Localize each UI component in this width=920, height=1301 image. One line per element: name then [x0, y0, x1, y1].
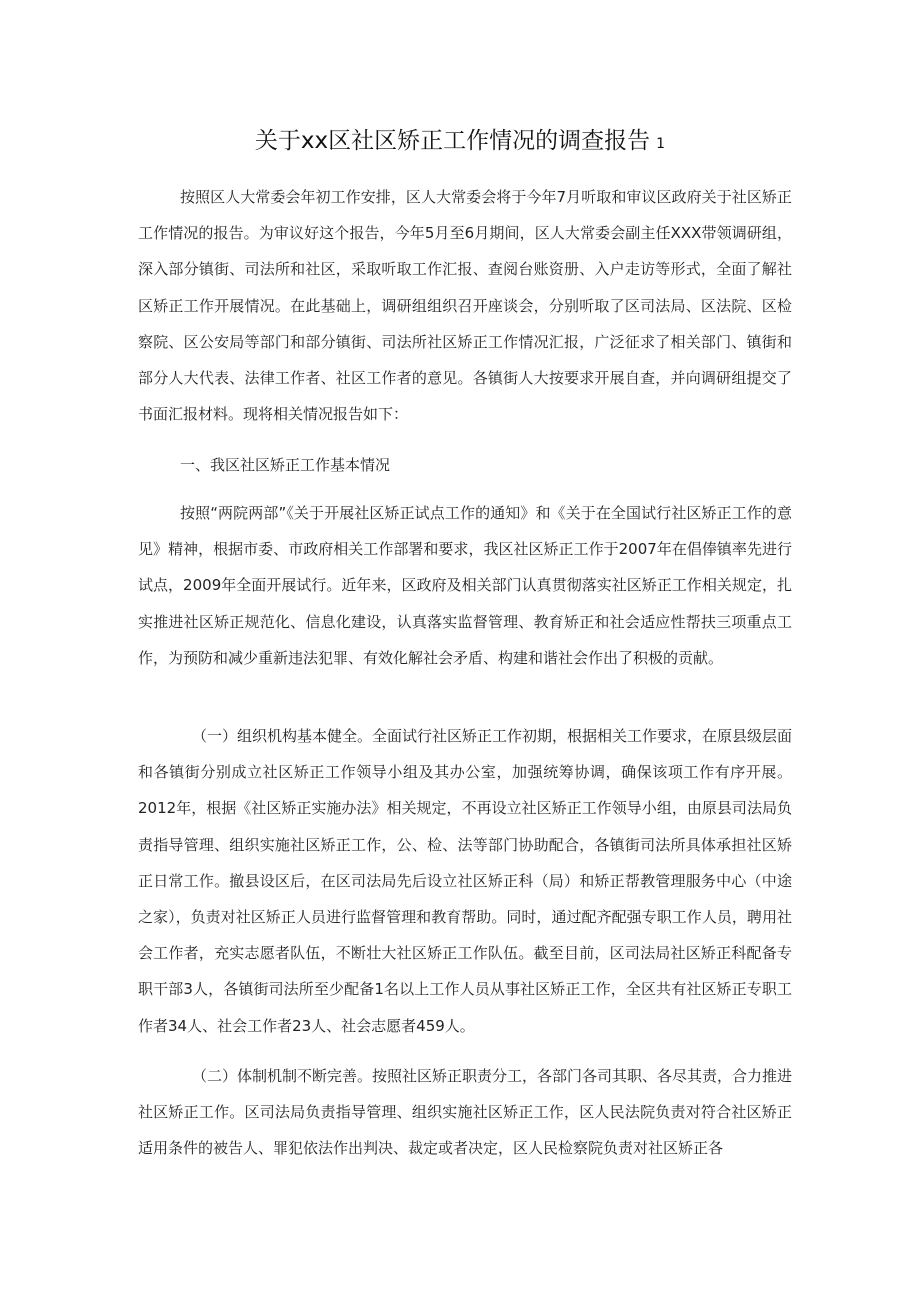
- basic-situation-paragraph: 按照“两院两部”《关于开展社区矫正试点工作的通知》和《关于在全国试行社区矫正工作的意见》精神，根据市委、市政府相关工作部署和要求，我区社区矫正工作于2007年在倡俸镇率先进行试点，2009年全面开展试行。近年来，区政府及相关部门认真贯彻落实社区矫正工作相关规定，扎实推进社区矫正规范化、信息化建设，认真落实监督管理、教育矫正和社会适应性帮扶三项重点工作，为预防和减少重新违法犯罪、有效化解社会矛盾、构建和谐社会作出了积极的贡献。: [138, 504, 792, 667]
- document-title-number: 1: [656, 136, 666, 152]
- mechanism-paragraph: （二）体制机制不断完善。按照社区矫正职责分工，各部门各司其职、各尽其责，合力推进社区矫正工作。区司法局负责指导管理、组织实施社区矫正工作，区人民法院负责对符合社区矫正适用条件的被告人、罪犯依法作出判决、裁定或者决定，区人民检察院负责对社区矫正各: [138, 1067, 793, 1158]
- intro-paragraph: 按照区人大常委会年初工作安排，区人大常委会将于今年7月听取和审议区政府关于社区矫正工作情况的报告。为审议好这个报告，今年5月至6月期间，区人大常委会副主任XXX带领调研组，深入部分镇街、司法所和社区，采取听取工作汇报、查阅台账资册、入户走访等形式，全面了解社区矫正工作开展情况。在此基础上，调研组组织召开座谈会，分别听取了区司法局、区法院、区检察院、区公安局等部门和部分镇街、司法所社区矫正工作情况汇报，广泛征求了相关部门、镇街和部分人大代表、法律工作者、社区工作者的意见。各镇街人大按要求开展自查，并向调研组提交了书面汇报材料。现将相关情况报告如下：: [138, 188, 792, 424]
- organization-paragraph: （一）组织机构基本健全。全面试行社区矫正工作初期，根据相关工作要求，在原县级层面和各镇街分别成立社区矫正工作领导小组及其办公室，加强统筹协调，确保该项工作有序开展。2012年，根据《社区矫正实施办法》相关规定，不再设立社区矫正工作领导小组，由原县司法局负责指导管理、组织实施社区矫正工作，公、检、法等部门协助配合，各镇街司法所具体承担社区矫正日常工作。撤县设区后，在区司法局先后设立社区矫正科（局）和矫正帮教管理服务中心（中途之家），负责对社区矫正人员进行监督管理和教育帮助。同时，通过配齐配强专职工作人员，聘用社会工作者，充实志愿者队伍，不断壮大社区矫正工作队伍。截至目前，区司法局社区矫正科配备专职干部3人，各镇街司法所至少配备1名以上工作人员从事社区矫正工作，全区共有社区矫正专职工作者34人、社会工作者23人、社会志愿者459人。: [138, 727, 793, 1035]
- document-title-text: 关于xx区社区矫正工作情况的调查报告: [254, 128, 651, 154]
- document-title: [0, 124, 920, 161]
- section-heading-basic-situation: 一、我区社区矫正工作基本情况: [180, 456, 391, 474]
